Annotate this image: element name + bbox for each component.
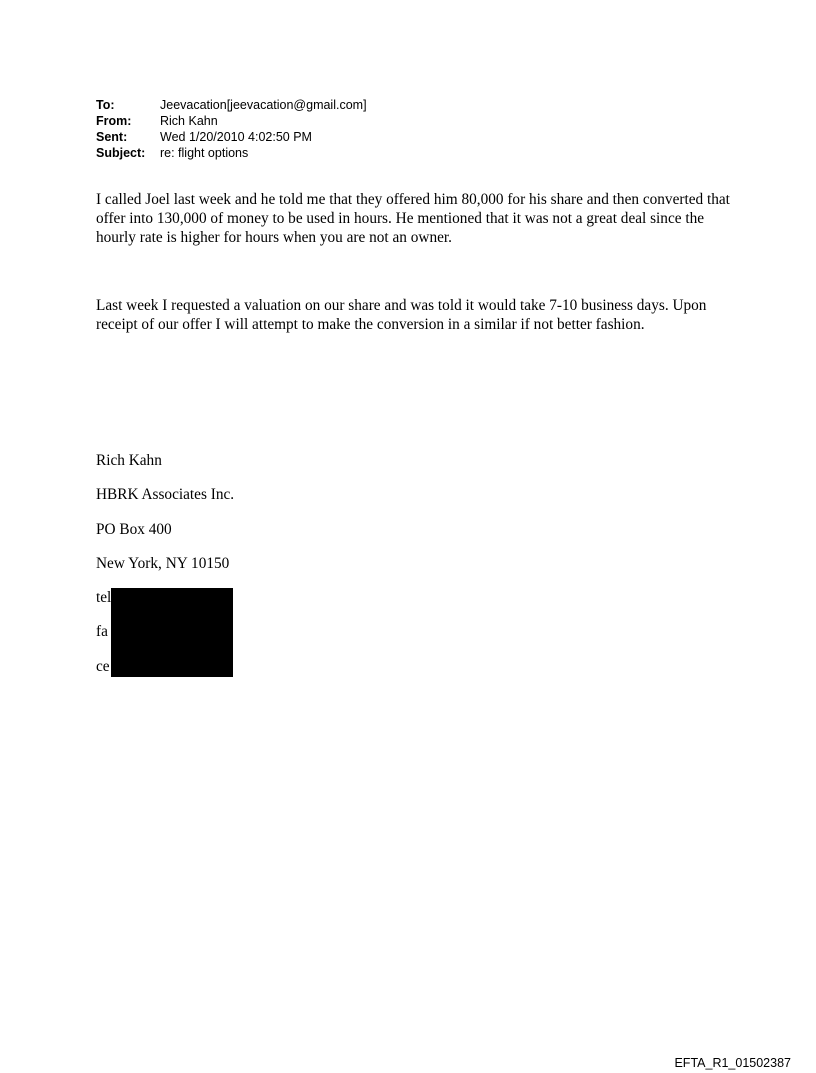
to-row	[96, 97, 367, 113]
body-paragraph-2: Last week I requested a valuation on our share and was told it would take 7-10 business days. Upon receipt of our offer I will attempt to make the conversion in a similar if not better fashion.	[96, 297, 707, 333]
from-label: From:	[96, 114, 132, 128]
from-value: Rich Kahn	[160, 114, 218, 128]
subject-label: Subject:	[96, 146, 146, 160]
to-value: Jeevacation[jeevacation@gmail.com]	[160, 98, 367, 112]
subject-row	[96, 145, 367, 161]
signature-tel: tel	[96, 589, 112, 607]
signature-city: New York, NY 10150	[96, 554, 230, 572]
signature-fax: fa	[96, 623, 108, 641]
redaction-box	[111, 588, 233, 677]
sent-label: Sent:	[96, 130, 128, 144]
signature-po-box: PO Box 400	[96, 520, 172, 538]
sent-row	[96, 129, 367, 145]
body-paragraph-1: I called Joel last week and he told me that they offered him 80,000 for his share and then converted that offer into 130,000 of money to be used in hours. He mentioned that it was not a great deal since the hourly rate is higher for hours when you are not an owner.	[96, 191, 730, 246]
to-label: To:	[96, 98, 115, 112]
signature-company: HBRK Associates Inc.	[96, 486, 235, 504]
signature-cell: ce	[96, 657, 110, 675]
email-header	[96, 97, 367, 161]
from-row	[96, 113, 367, 129]
signature-name: Rich Kahn	[96, 452, 162, 469]
document-id: EFTA_R1_01502387	[674, 1056, 791, 1070]
sent-value: Wed 1/20/2010 4:02:50 PM	[160, 130, 312, 144]
subject-value: re: flight options	[160, 146, 249, 160]
